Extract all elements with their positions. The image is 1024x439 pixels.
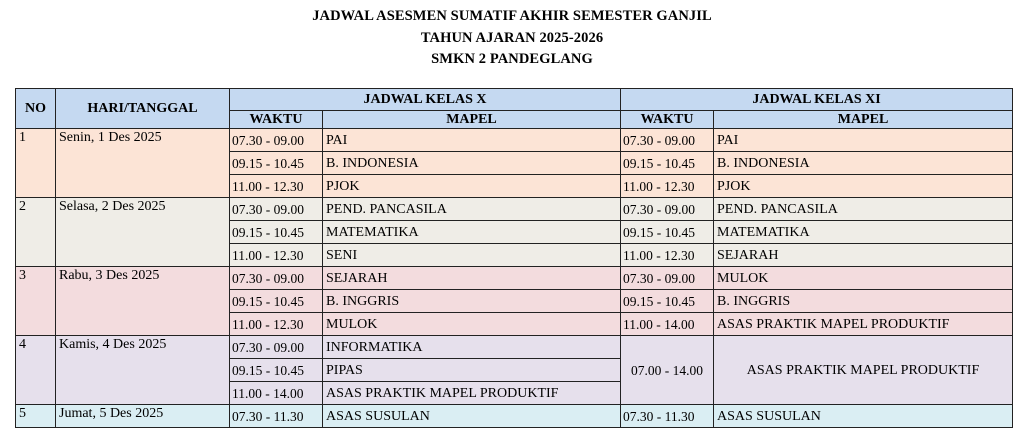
x-subject-cell: INFORMATIKA [323, 336, 621, 359]
x-time-cell: 07.30 - 09.00 [230, 198, 323, 221]
x-subject-cell: B. INGGRIS [323, 290, 621, 313]
x-time-cell: 07.30 - 09.00 [230, 129, 323, 152]
header-xi-mapel: MAPEL [714, 111, 1013, 129]
x-time-cell: 09.15 - 10.45 [230, 221, 323, 244]
day-date: Jumat, 5 Des 2025 [56, 405, 230, 428]
day-number: 1 [16, 129, 56, 198]
xi-merged-time-cell: 07.00 - 14.00 [621, 336, 714, 405]
title-line-1: JADWAL ASESMEN SUMATIF AKHIR SEMESTER GANJIL [312, 8, 712, 24]
xi-time-cell: 11.00 - 14.00 [621, 313, 714, 336]
xi-subject-cell: PAI [714, 129, 1013, 152]
xi-time-cell: 07.30 - 09.00 [621, 267, 714, 290]
x-time-cell: 09.15 - 10.45 [230, 359, 323, 382]
header-no: NO [16, 89, 56, 129]
xi-subject-cell: MATEMATIKA [714, 221, 1013, 244]
table-row [16, 267, 1013, 290]
xi-subject-cell: B. INGGRIS [714, 290, 1013, 313]
table-row [16, 405, 1013, 428]
document-title-block [0, 6, 1024, 71]
table-row [16, 129, 1013, 152]
x-time-cell: 07.30 - 09.00 [230, 336, 323, 359]
schedule-body [16, 129, 1013, 428]
x-subject-cell: ASAS PRAKTIK MAPEL PRODUKTIF [323, 382, 621, 405]
xi-subject-cell: MULOK [714, 267, 1013, 290]
xi-time-cell: 07.30 - 09.00 [621, 129, 714, 152]
x-time-cell: 11.00 - 12.30 [230, 175, 323, 198]
xi-time-cell: 07.30 - 11.30 [621, 405, 714, 428]
header-day: HARI/TANGGAL [56, 89, 230, 129]
xi-subject-cell: ASAS SUSULAN [714, 405, 1013, 428]
day-number: 5 [16, 405, 56, 428]
xi-subject-cell: PEND. PANCASILA [714, 198, 1013, 221]
title-line-3: SMKN 2 PANDEGLANG [431, 51, 593, 67]
x-subject-cell: SENI [323, 244, 621, 267]
xi-time-cell: 09.15 - 10.45 [621, 290, 714, 313]
day-number: 4 [16, 336, 56, 405]
day-number: 3 [16, 267, 56, 336]
x-time-cell: 09.15 - 10.45 [230, 152, 323, 175]
xi-subject-cell: PJOK [714, 175, 1013, 198]
header-x-waktu: WAKTU [230, 111, 323, 129]
xi-time-cell: 11.00 - 12.30 [621, 244, 714, 267]
day-date: Senin, 1 Des 2025 [56, 129, 230, 198]
x-subject-cell: PJOK [323, 175, 621, 198]
x-subject-cell: SEJARAH [323, 267, 621, 290]
x-subject-cell: MATEMATIKA [323, 221, 621, 244]
day-number: 2 [16, 198, 56, 267]
x-time-cell: 07.30 - 09.00 [230, 267, 323, 290]
x-subject-cell: ASAS SUSULAN [323, 405, 621, 428]
xi-time-cell: 11.00 - 12.30 [621, 175, 714, 198]
title-line-2: TAHUN AJARAN 2025-2026 [420, 29, 604, 46]
header-class-xi: JADWAL KELAS XI [621, 89, 1013, 111]
xi-time-cell: 09.15 - 10.45 [621, 152, 714, 175]
x-subject-cell: PEND. PANCASILA [323, 198, 621, 221]
header-xi-waktu: WAKTU [621, 111, 714, 129]
x-subject-cell: PIPAS [323, 359, 621, 382]
x-time-cell: 11.00 - 12.30 [230, 313, 323, 336]
table-row [16, 336, 1013, 359]
table-row [16, 198, 1013, 221]
x-time-cell: 09.15 - 10.45 [230, 290, 323, 313]
header-class-x: JADWAL KELAS X [230, 89, 621, 111]
day-date: Selasa, 2 Des 2025 [56, 198, 230, 267]
x-time-cell: 11.00 - 12.30 [230, 244, 323, 267]
xi-subject-cell: SEJARAH [714, 244, 1013, 267]
x-subject-cell: B. INDONESIA [323, 152, 621, 175]
day-date: Rabu, 3 Des 2025 [56, 267, 230, 336]
xi-time-cell: 07.30 - 09.00 [621, 198, 714, 221]
x-subject-cell: MULOK [323, 313, 621, 336]
x-time-cell: 07.30 - 11.30 [230, 405, 323, 428]
x-subject-cell: PAI [323, 129, 621, 152]
xi-time-cell: 09.15 - 10.45 [621, 221, 714, 244]
xi-merged-subject-cell: ASAS PRAKTIK MAPEL PRODUKTIF [714, 336, 1013, 405]
x-time-cell: 11.00 - 14.00 [230, 382, 323, 405]
xi-subject-cell: ASAS PRAKTIK MAPEL PRODUKTIF [714, 313, 1013, 336]
header-x-mapel: MAPEL [323, 111, 621, 129]
schedule-table [15, 88, 1013, 428]
day-date: Kamis, 4 Des 2025 [56, 336, 230, 405]
xi-subject-cell: B. INDONESIA [714, 152, 1013, 175]
